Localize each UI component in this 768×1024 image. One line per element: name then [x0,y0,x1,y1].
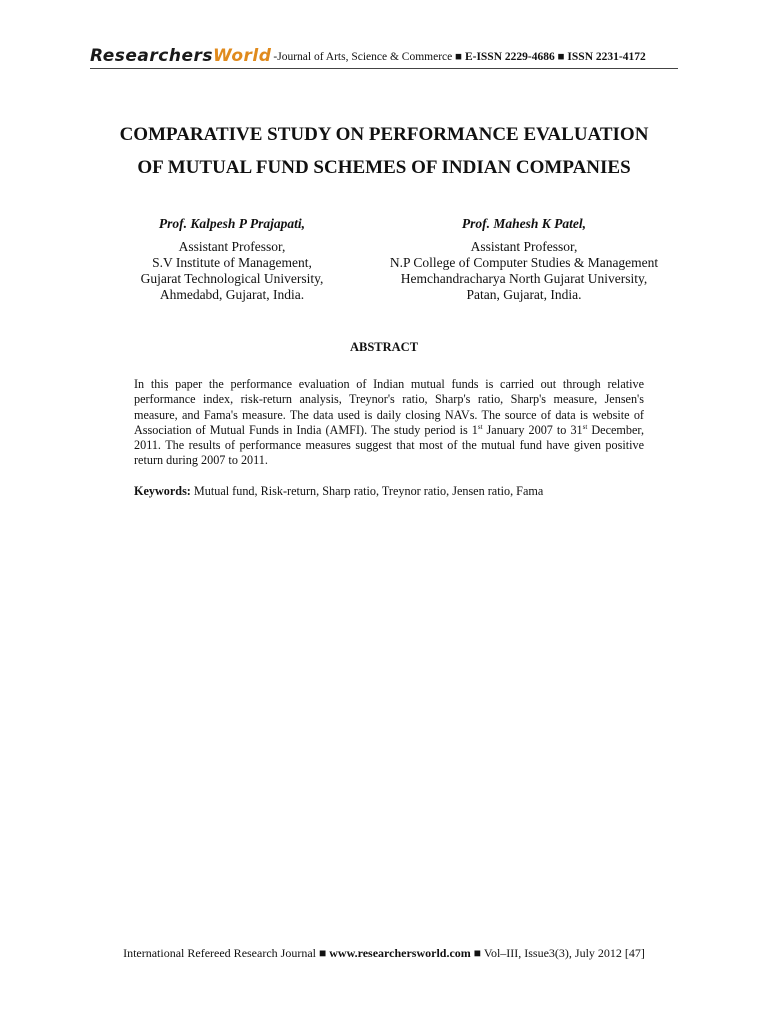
author-1 [100,216,364,303]
author-1-affil-1: Assistant Professor, [178,239,286,254]
paper-title [60,118,708,184]
author-1-affil-2: S.V Institute of Management, [152,255,312,270]
author-2-affil-4: Patan, Gujarat, India. [466,287,582,302]
keywords-label: Keywords: [134,484,191,498]
bullet-1: ■ [455,51,463,63]
footer-journal: International Refereed Research Journal [123,946,316,960]
keywords-list: Mutual fund, Risk-return, Sharp ratio, Treynor ratio, Jensen ratio, Fama [190,484,544,498]
bullet-2: ■ [557,51,565,63]
author-2 [370,216,678,303]
eissn: E-ISSN 2229-4686 [464,51,555,63]
title-line-1: COMPARATIVE STUDY ON PERFORMANCE EVALUATION [119,124,649,145]
author-2-affil-1: Assistant Professor, [470,239,578,254]
footer-bullet-2: ■ [473,946,482,960]
abstract-text: In this paper the performance evaluation of Indian mutual funds is carried out through relative performance index, risk-return analysis, Treynor's ratio, Sharp's ratio, Sharp's measure, Jensen's measure, and Fama's measure. The data used is daily closing NAVs. The source of data is website of Association of Mutual Funds in India (AMFI). The study period is 1st January 2007 to 31st December, 2011. The results of performance measures suggest that most of the mutual fund have given positive return during 2007 to 2011. [134,377,644,468]
author-1-name: Prof. Kalpesh P Prajapati, [158,216,306,231]
title-line-2: OF MUTUAL FUND SCHEMES OF INDIAN COMPANIES [137,157,631,178]
author-2-affil-3: Hemchandracharya North Gujarat University, [400,271,648,286]
footer-volume: Vol–III, Issue3(3), July 2012 [47] [483,946,645,960]
header-divider [90,68,678,69]
abstract-heading: ABSTRACT [349,340,419,354]
journal-header [90,40,680,66]
author-2-affil-2: N.P College of Computer Studies & Management [389,255,659,270]
issn: ISSN 2231-4172 [567,51,646,63]
journal-info [273,48,645,66]
journal-name: -Journal of Arts, Science & Commerce [273,51,453,63]
keywords [134,484,654,499]
author-1-affil-4: Ahmedabd, Gujarat, India. [159,287,305,302]
footer-url: www.researchersworld.com [329,946,471,960]
researchersworld-logo: ResearchersWorld [90,46,272,66]
author-2-name: Prof. Mahesh K Patel, [461,216,587,231]
author-1-affil-3: Gujarat Technological University, [140,271,324,286]
footer-bullet-1: ■ [319,946,327,960]
page-footer [0,946,768,960]
